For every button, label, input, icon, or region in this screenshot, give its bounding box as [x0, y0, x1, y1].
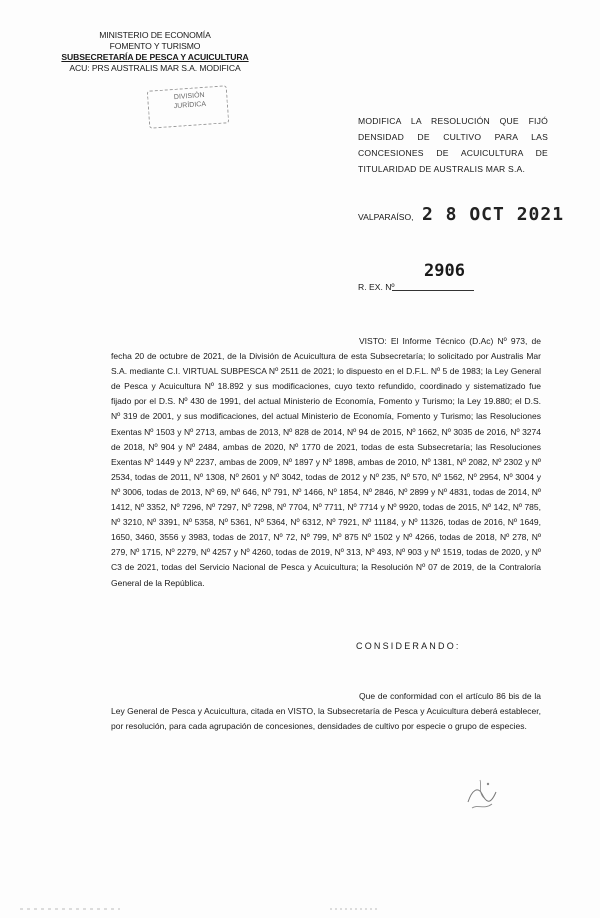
header-subsecretaria-line: SUBSECRETARÍA DE PESCA Y ACUICULTURA [61, 52, 249, 62]
date-label: VALPARAÍSO, [358, 212, 414, 222]
visto-paragraph: VISTO: El Informe Técnico (D.Ac) Nº 973, de fecha 20 de octubre de 2021, de la División de Acuicultura de esta Subsecretaría; lo solicitado por Australis Mar S.A. mediante C.I. VIRTUAL SUBPESCA Nº 2511 de 2021; lo dispuesto en el D.F.L. Nº 5 de 1983; la Ley General de Pesca y Acuicultura Nº 18.892 y sus modificaciones, cuyo texto refundido, coordinado y sistematizado fue fijado por el D.S. Nº 430 de 1991, del actual Ministerio de Economía, Fomento y Turismo; la Ley 19.880; el D.S. Nº 319 de 2001, y sus modificaciones, del actual Ministerio de Economía, Fomento y Turismo; las Resoluciones Exentas Nº 1503 y Nº 2713, ambas de 2013, Nº 828 de 2014, Nº 94 de 2015, Nº 1662, Nº 3035 de 2016, Nº 3274 de 2018, Nº 904 y Nº 2484, ambas de 2020, Nº 1770 de 2021, todas de esta Subsecretaría; las Resoluciones Exentas Nº 1449 y Nº 2237, ambas de 2009, Nº 1897 y Nº 1898, ambas de 2010, Nº 1381, Nº 2082, Nº 2302 y Nº 2534, todas de 2011, Nº 1308, Nº 2601 y Nº 3042, todas de 2012 y Nº 235, Nº 570, Nº 1562, Nº 2954, Nº 3004 y Nº 3006, todas de 2013, Nº 69, Nº 646, Nº 791, Nº 1466, Nº 1854, Nº 2846, Nº 2899 y Nº 4831, todas de 2014, Nº 1412, Nº 3352, Nº 7296, Nº 7297, Nº 7298, Nº 7704, Nº 7711, Nº 7714 y Nº 9920, todas de 2015, Nº 142, Nº 785, Nº 3210, Nº 3391, Nº 5358, Nº 5361, Nº 5364, Nº 6312, Nº 7921, Nº 11184, y Nº 11326, todas de 2016, Nº 1649, 1650, 3460, 3556 y 3983, todas de 2017, Nº 72, Nº 799, Nº 875 Nº 1502 y Nº 4266, todas de 2018, Nº 278, Nº 279, Nº 1715, Nº 2279, Nº 4257 y Nº 4260, todas de 2019, Nº 313, Nº 493, Nº 903 y Nº 1519, todas de 2020, y Nº C3 de 2021, todas del Servicio Nacional de Pesca y Acuicultura; la Resolución Nº 07 de 2019, de la Contraloría General de la República. [111, 336, 541, 588]
resolution-subject [358, 113, 548, 177]
subject-line-3: CONCESIONES DE ACUICULTURA DE [358, 148, 548, 158]
subject-line-1: MODIFICA LA RESOLUCIÓN QUE FIJÓ [358, 116, 548, 126]
resolution-number-underline [392, 290, 474, 291]
header-tourism-line: FOMENTO Y TURISMO [109, 41, 201, 51]
stamp-line-1: DIVISIÓN [173, 91, 205, 102]
stamp-line-2: JURÍDICA [173, 100, 207, 111]
subject-line-2: DENSIDAD DE CULTIVO PARA LAS [358, 132, 548, 142]
resolution-number: 2906 [424, 261, 465, 281]
initials-signature [462, 772, 502, 816]
ministry-header [55, 30, 255, 74]
considerando-heading: CONSIDERANDO: [356, 641, 461, 651]
footer-scan-marks [0, 904, 600, 914]
date-stamp: 2 8 OCT 2021 [422, 204, 565, 225]
header-ministry-line: MINISTERIO DE ECONOMÍA [99, 30, 211, 40]
considerando-paragraph-1: Que de conformidad con el artículo 86 bis de la Ley General de Pesca y Acuicultura, citada en VISTO, la Subsecretaría de Pesca y Acuicultura deberá establecer, por resolución, para cada agrupación de concesiones, densidades de cultivo por especie o grupo de especies. [111, 691, 541, 732]
subject-line-4: TITULARIDAD DE AUSTRALIS MAR S.A. [358, 164, 526, 174]
header-reference-line: ACU: PRS AUSTRALIS MAR S.A. MODIFICA [69, 63, 241, 73]
resolution-number-label: R. EX. Nº [358, 282, 395, 292]
division-stamp [159, 90, 221, 124]
